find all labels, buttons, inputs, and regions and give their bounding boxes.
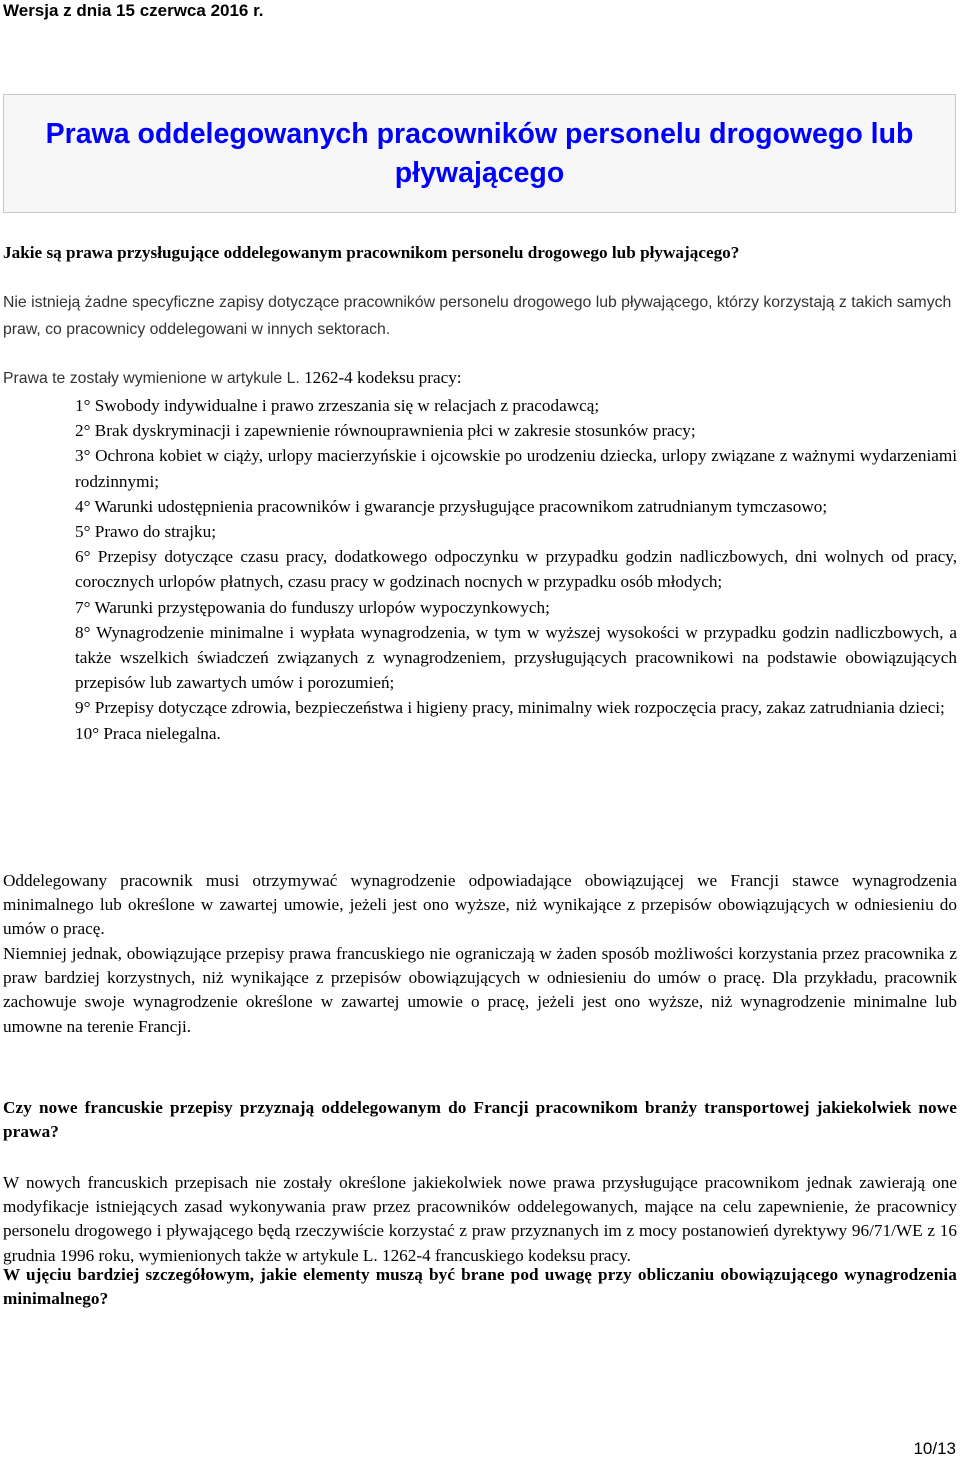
list-item: 5° Prawo do strajku; bbox=[75, 522, 217, 542]
wage-paragraph: Oddelegowany pracownik musi otrzymywać wynagrodzenie odpowiadające obowiązującej we Francji stawce wynagrodzenia minimalnego lub określone w zawartej umowie, jeżeli jest ono wyższe, niż wynikające z przepisów obowiązujących w odniesieniu do umów o pracę. bbox=[3, 871, 957, 939]
list-item: 9° Przepisy dotyczące zdrowia, bezpieczeństwa i higieny pracy, minimalny wiek rozpoczęcia pracy, zakaz zatrudniania dzieci; bbox=[75, 698, 945, 718]
however-paragraph: Niemniej jednak, obowiązujące przepisy prawa francuskiego nie ograniczają w żaden sposób możliwości korzystania przez pracownika z praw bardziej korzystnych, niż wynikające z przepisów obowiązujących w odniesieniu do umów o pracę. Dla przykładu, pracownik zachowuje swoje wynagrodzenie określone w zawartej umowie o pracę, jeżeli jest ono wyższe, niż wynagrodzenie minimalne lub umowne na terenie Francji. bbox=[3, 944, 957, 1036]
rights-list bbox=[75, 393, 957, 746]
list-item: 1° Swobody indywidualne i prawo zrzeszania się w relacjach z pracodawcą; bbox=[75, 396, 600, 415]
list-item: 10° Praca nielegalna. bbox=[75, 723, 221, 743]
question-new-rights: Czy nowe francuskie przepisy przyznają oddelegowanym do Francji pracownikom branży transportowej jakiekolwiek nowe prawa? bbox=[3, 1098, 957, 1141]
list-item: 8° Wynagrodzenie minimalne i wypłata wynagrodzenia, w tym w wyższej wysokości w przypadku godzin nadliczbowych, a także wszelkich świadczeń związanych z wynagrodzeniem, przysługujących pracownikowi na podstawie obowiązujących przepisów lub zawartych umów i porozumień; bbox=[75, 622, 957, 693]
list-item: 2° Brak dyskryminacji i zapewnienie równouprawnienia płci w zakresie stosunków pracy; bbox=[75, 421, 696, 441]
list-item: 3° Ochrona kobiet w ciąży, urlopy macierzyńskie i ojcowskie po urodzeniu dziecka, urlopy związane z ważnymi wydarzeniami rodzinnymi; bbox=[75, 446, 957, 491]
rights-intro-lead: Prawa te zostały wymienione w artykule L. bbox=[3, 370, 300, 387]
list-item: 4° Warunki udostępnienia pracowników i gwarancje przysługujące pracownikom zatrudnianym tymczasowo; bbox=[75, 496, 828, 516]
rights-intro bbox=[3, 364, 957, 392]
page-title: Prawa oddelegowanych pracowników personelu drogowego lub pływającego bbox=[45, 117, 914, 189]
version-date: Wersja z dnia 15 czerwca 2016 r. bbox=[3, 1, 264, 20]
answer-new-rights: W nowych francuskich przepisach nie zostały określone jakiekolwiek nowe prawa przysługujące pracownikom jednak zawierają one modyfikacje istniejących zasad wykonywania praw przez pracowników oddelegowanych, mające na celu zapewnienie, że pracownicy personelu drogowego i pływającego będą rzeczywiście korzystać z praw przyznanych im z mocy postanowień dyrektywy 96/71/WE z 16 grudnia 1996 roku, wymienionych także w artykule L. 1262-4 francuskiego kodeksu pracy. bbox=[3, 1173, 957, 1265]
question-minimum-wage: W ujęciu bardziej szczegółowym, jakie elementy muszą być brane pod uwagę przy obliczaniu obowiązującego wynagrodzenia minimalnego? bbox=[3, 1265, 957, 1308]
list-item: 6° Przepisy dotyczące czasu pracy, dodatkowego odpoczynku w przypadku godzin nadliczbowych, dni wolnych od pracy, corocznych urlopów płatnych, czasu pracy w godzinach nocnych w przypadku osób młodych; bbox=[75, 547, 957, 592]
intro-paragraph: Nie istnieją żadne specyficzne zapisy dotyczące pracowników personelu drogowego lub pływającego, którzy korzystają z takich samych praw, co pracownicy oddelegowani w innych sektorach. bbox=[3, 294, 952, 338]
title-box bbox=[3, 94, 956, 213]
question-rights: Jakie są prawa przysługujące oddelegowanym pracownikom personelu drogowego lub pływającego? bbox=[3, 243, 740, 262]
list-item: 7° Warunki przystępowania do funduszy urlopów wypoczynkowych; bbox=[75, 597, 550, 617]
rights-intro-tail: 1262-4 kodeksu pracy: bbox=[299, 368, 462, 387]
page-number: 10/13 bbox=[913, 1439, 956, 1458]
